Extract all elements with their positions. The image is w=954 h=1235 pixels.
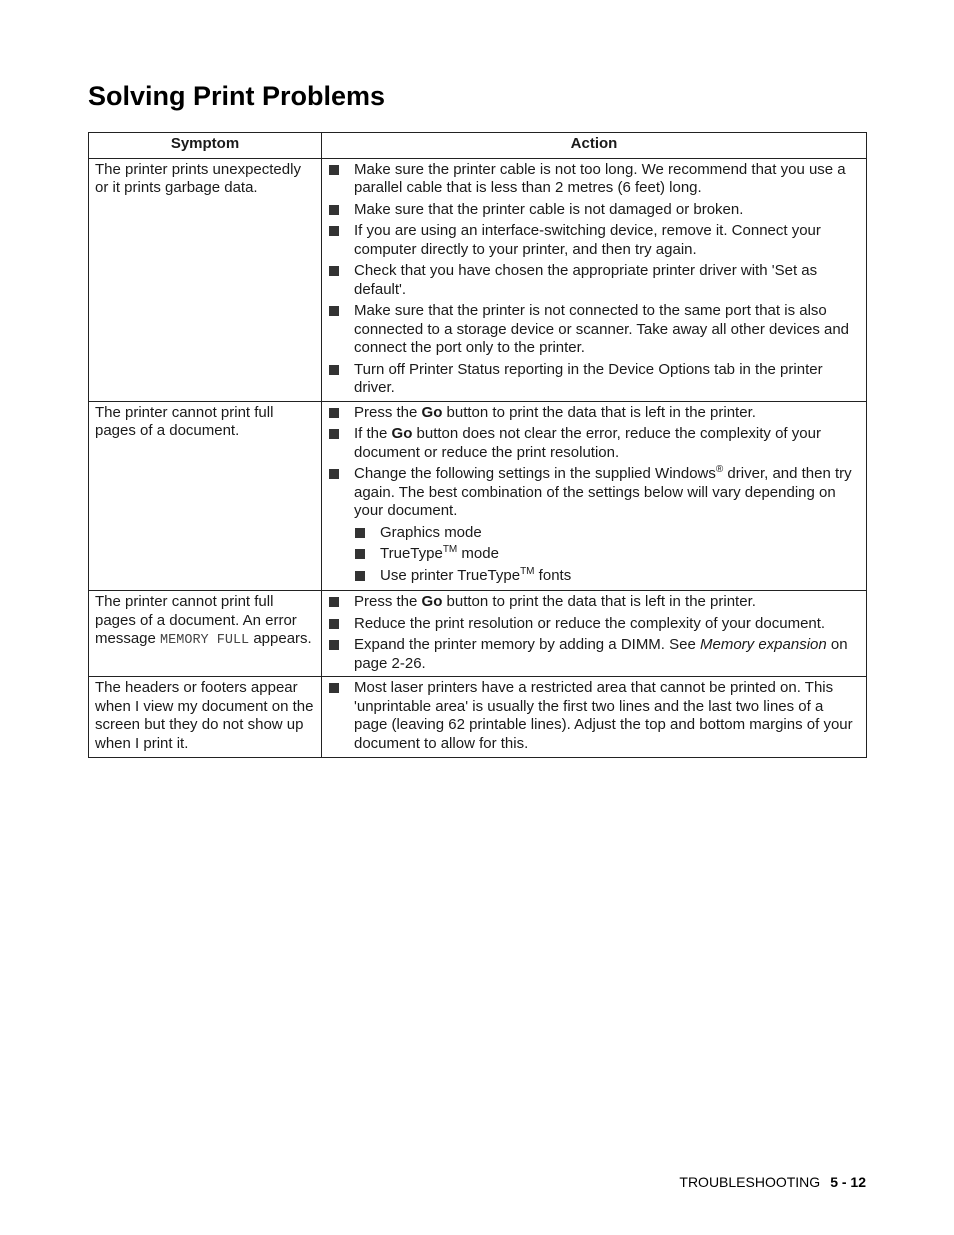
list-item xyxy=(328,262,858,299)
list-item xyxy=(328,161,858,198)
action-text-pre: Expand the printer memory by adding a DIMM. See xyxy=(354,636,700,653)
sub-list-item xyxy=(354,567,858,586)
trademark-mark: TM xyxy=(520,565,535,577)
action-list xyxy=(328,404,858,586)
square-bullet-icon xyxy=(329,619,339,629)
action-text: Make sure the printer cable is not too long. We recommend that you use a parallel cable that is less than 2 metres (6 feet) long. xyxy=(354,160,846,196)
symptom-cell xyxy=(89,591,322,677)
action-text-post: button to print the data that is left in the printer. xyxy=(442,593,756,610)
square-bullet-icon xyxy=(329,408,339,418)
action-cell xyxy=(322,401,867,591)
footer-section-label: TROUBLESHOOTING xyxy=(679,1174,821,1190)
sub-action-text-post: fonts xyxy=(534,566,572,584)
page-number: 5 - 12 xyxy=(830,1174,866,1190)
symptom-cell: The printer cannot print full pages of a document. xyxy=(89,401,322,591)
action-text-post: button does not clear the error, reduce the complexity of your document or reduce the print resolution. xyxy=(354,425,821,461)
table-row xyxy=(89,158,867,401)
cross-reference: Memory expansion xyxy=(700,636,827,653)
sub-list-item xyxy=(354,524,858,543)
action-text-pre: Change the following settings in the supplied Windows xyxy=(354,465,716,482)
symptom-cell: The printer prints unexpectedly or it prints garbage data. xyxy=(89,158,322,401)
table-row xyxy=(89,591,867,677)
square-bullet-icon xyxy=(329,365,339,375)
action-text-post: on page 2-26. xyxy=(354,636,848,672)
action-list xyxy=(328,161,858,398)
list-item xyxy=(328,679,858,753)
list-item xyxy=(328,361,858,398)
action-text-post: button to print the data that is left in the printer. xyxy=(442,403,756,421)
action-text: Make sure that the printer cable is not damaged or broken. xyxy=(354,200,744,218)
action-text: Check that you have chosen the appropriate printer driver with 'Set as default'. xyxy=(354,262,818,298)
list-item xyxy=(328,201,858,220)
list-item xyxy=(328,404,858,423)
square-bullet-icon xyxy=(329,226,339,236)
action-text-pre: Press the xyxy=(354,593,422,610)
sub-action-list xyxy=(354,524,858,586)
symptom-column-header: Symptom xyxy=(89,133,322,159)
go-button-label: Go xyxy=(421,593,443,610)
symptom-text-post: appears. xyxy=(249,630,312,647)
action-text-pre: If the xyxy=(354,425,392,442)
go-button-label: Go xyxy=(391,425,413,442)
action-text: Reduce the print resolution or reduce the complexity of your document. xyxy=(354,614,826,632)
action-cell xyxy=(322,158,867,401)
list-item xyxy=(328,465,858,585)
square-bullet-icon xyxy=(329,306,339,316)
square-bullet-icon xyxy=(355,571,365,581)
square-bullet-icon xyxy=(329,683,339,693)
action-text: Turn off Printer Status reporting in the Device Options tab in the printer driver. xyxy=(354,360,823,396)
table-row xyxy=(89,677,867,758)
symptom-text-pre: The printer cannot print full pages of a document. An error message xyxy=(95,593,297,647)
sub-list-item xyxy=(354,545,858,564)
page-footer xyxy=(679,1173,866,1191)
square-bullet-icon xyxy=(329,469,339,479)
page-title: Solving Print Problems xyxy=(88,81,386,111)
list-item xyxy=(328,425,858,462)
square-bullet-icon xyxy=(329,640,339,650)
list-item xyxy=(328,302,858,358)
list-item xyxy=(328,222,858,259)
sub-action-text-pre: Use printer TrueType xyxy=(380,566,521,584)
table-header-row xyxy=(89,133,867,159)
sub-action-text-post: mode xyxy=(457,545,499,562)
action-cell xyxy=(322,677,867,758)
square-bullet-icon xyxy=(355,549,365,559)
symptom-cell: The headers or footers appear when I view my document on the screen but they do not show up when I print it. xyxy=(89,677,322,758)
sub-action-text-pre: TrueType xyxy=(380,545,443,562)
action-column-header: Action xyxy=(322,133,867,159)
error-message-code: MEMORY FULL xyxy=(160,633,250,648)
action-text-post: driver, and then try again. The best combination of the settings below will vary depending on your document. xyxy=(354,465,852,519)
action-cell xyxy=(322,591,867,677)
sub-action-text: Graphics mode xyxy=(380,523,482,541)
action-text-pre: Press the xyxy=(354,403,422,421)
list-item xyxy=(328,636,858,673)
action-text: Most laser printers have a restricted area that cannot be printed on. This 'unprintable area' is usually the first two lines and the last two lines of a page (leaving 62 printable lines). Adjust the top and bottom margins of your document to allow for this. xyxy=(354,679,853,752)
action-list xyxy=(328,679,858,753)
square-bullet-icon xyxy=(329,165,339,175)
table-row xyxy=(89,401,867,591)
trademark-mark: TM xyxy=(442,544,458,555)
square-bullet-icon xyxy=(329,597,339,607)
go-button-label: Go xyxy=(421,403,443,421)
square-bullet-icon xyxy=(329,429,339,439)
action-text: Make sure that the printer is not connected to the same port that is also connected to a storage device or scanner. Take away all other devices and connect the port only to the printer. xyxy=(354,302,850,356)
troubleshooting-table xyxy=(88,132,867,758)
list-item xyxy=(328,615,858,634)
list-item xyxy=(328,593,858,612)
square-bullet-icon xyxy=(329,266,339,276)
action-list xyxy=(328,593,858,673)
square-bullet-icon xyxy=(329,205,339,215)
registered-mark: ® xyxy=(715,464,724,475)
action-text: If you are using an interface-switching device, remove it. Connect your computer directly to your printer, and then try again. xyxy=(354,222,821,258)
square-bullet-icon xyxy=(355,528,365,538)
